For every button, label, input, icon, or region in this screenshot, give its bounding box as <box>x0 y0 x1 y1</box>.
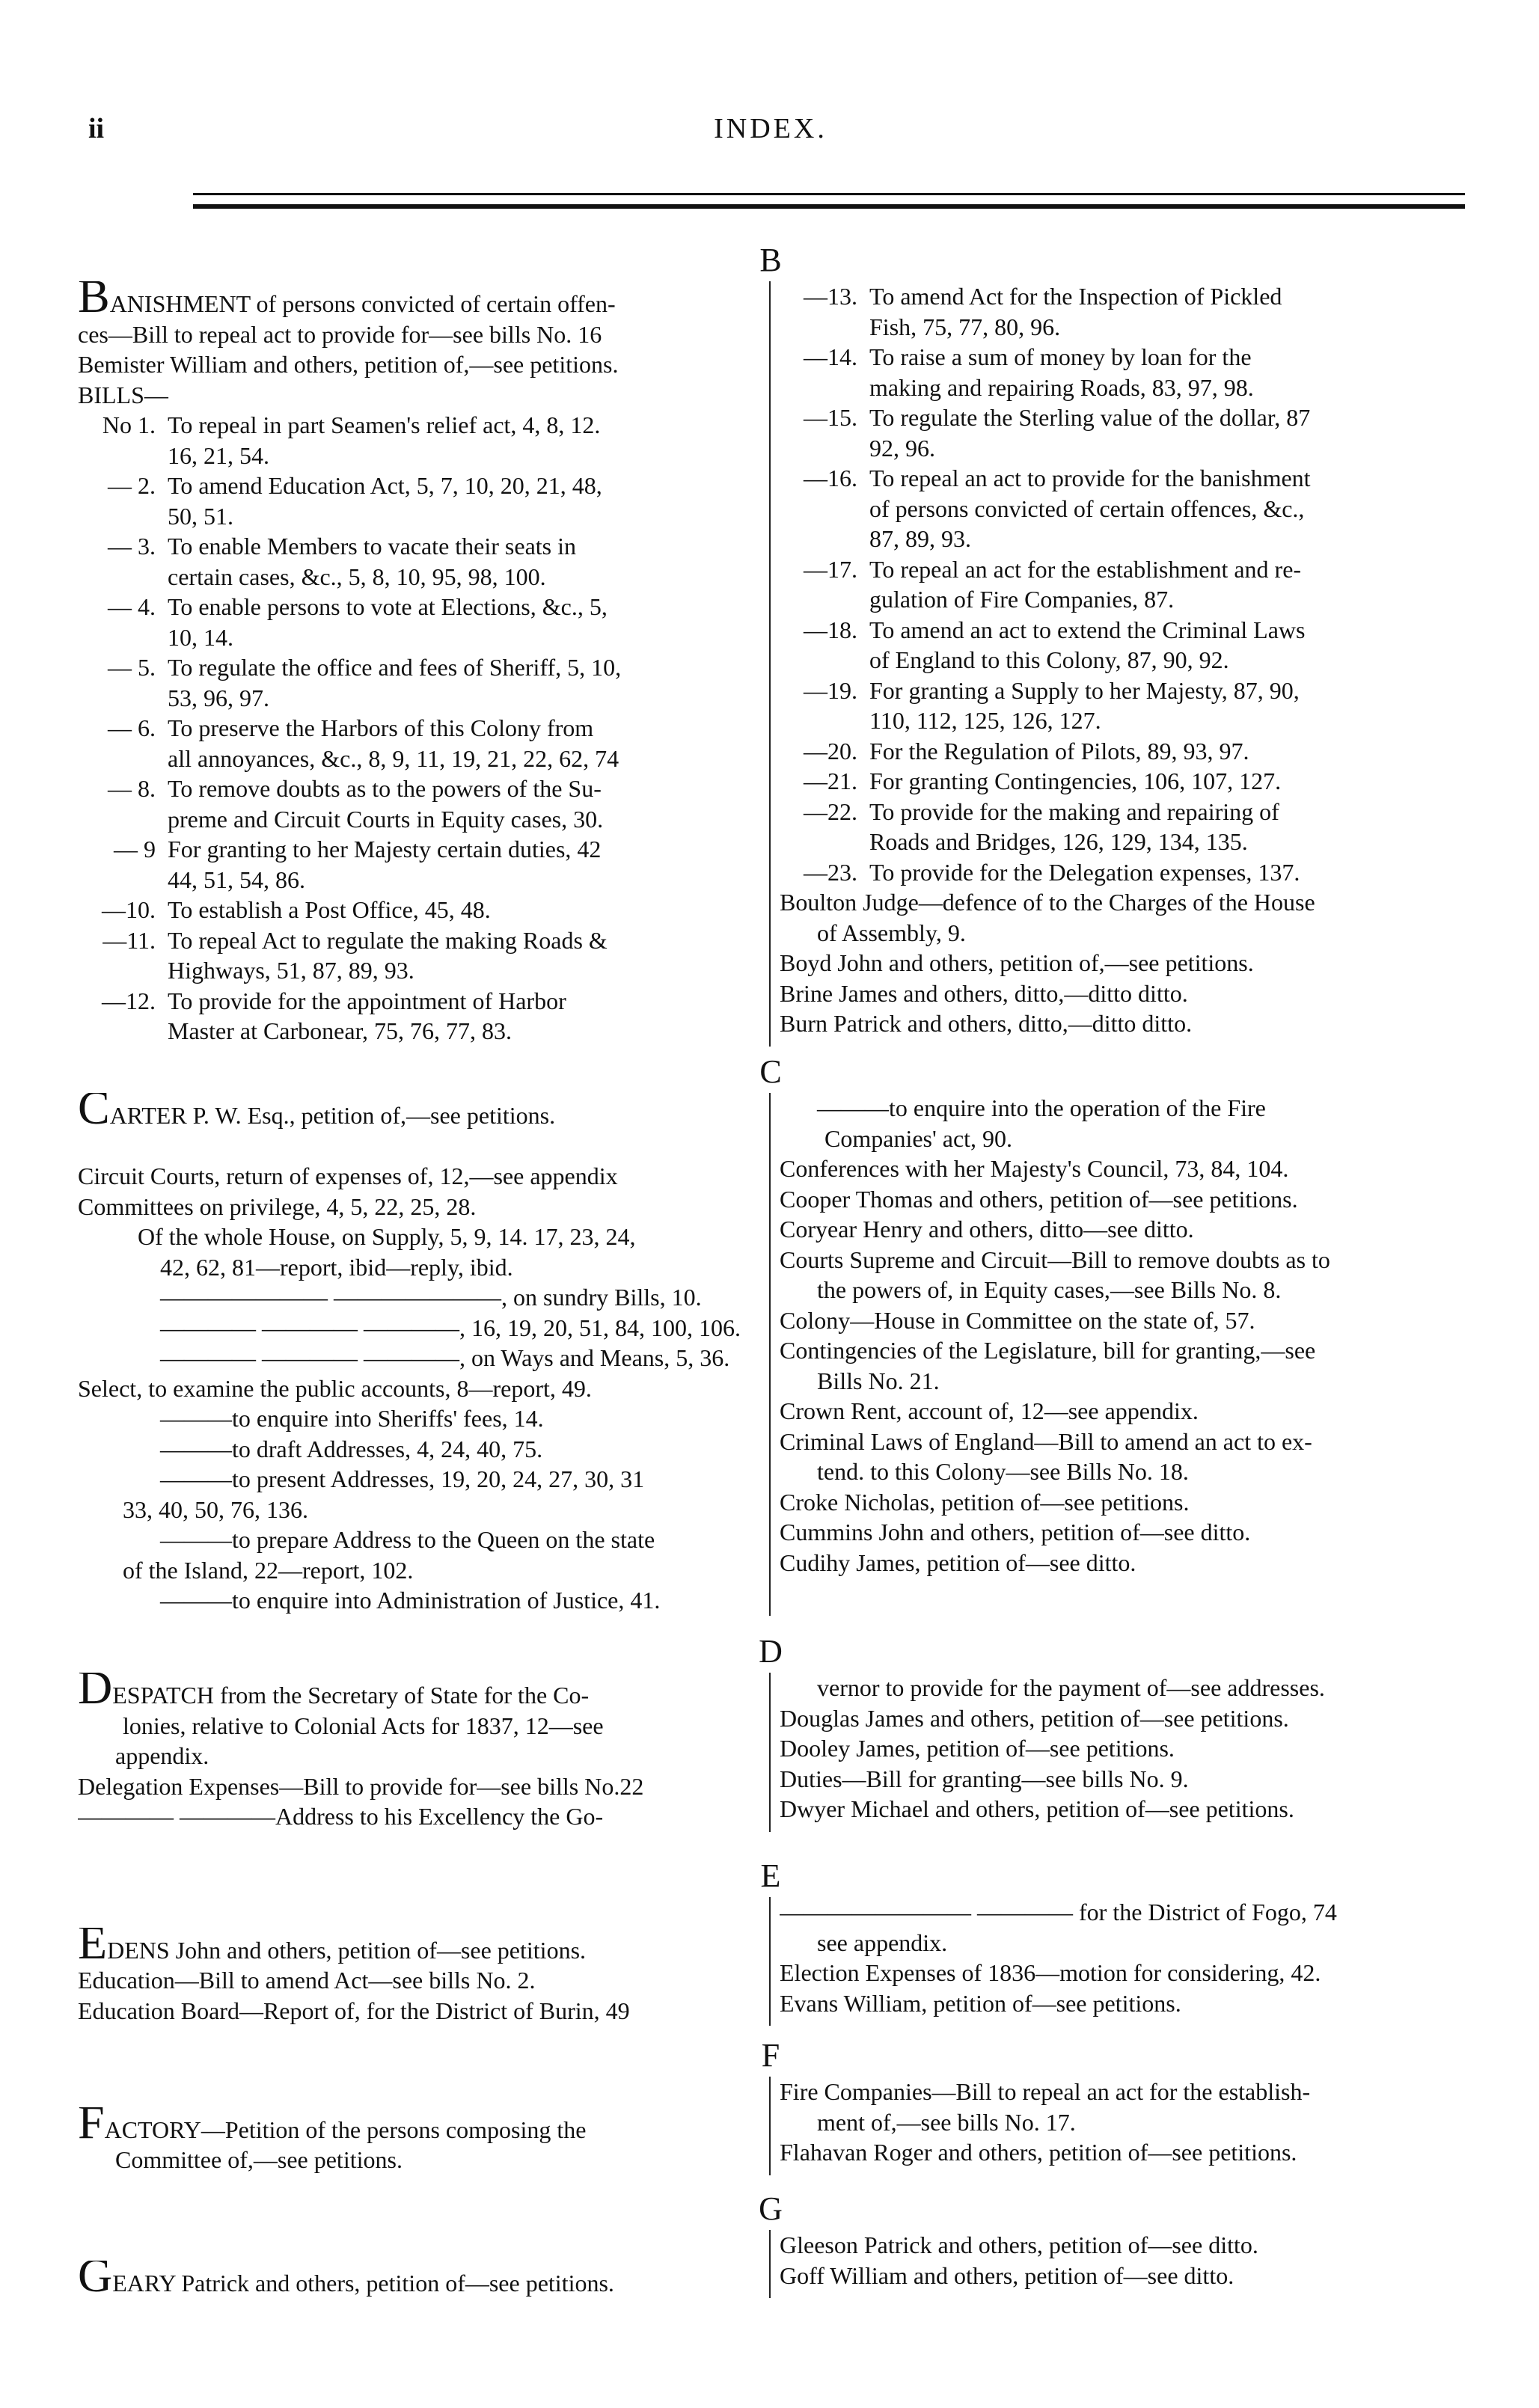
bill-number: —21. <box>804 768 857 794</box>
bill-entry <box>78 592 759 622</box>
section-columns <box>75 2077 1466 2175</box>
index-entry: of England to this Colony, 87, 90, 92. <box>869 646 1229 673</box>
section-columns <box>75 281 1466 1047</box>
index-entry: gulation of Fire Companies, 87. <box>869 586 1175 613</box>
bill-title: To enable persons to vote at Elections, &c., 5, <box>168 593 608 620</box>
index-entry: Roads and Bridges, 126, 129, 134, 135. <box>869 828 1248 855</box>
bill-number: —16. <box>804 465 857 491</box>
index-entry: Select, to examine the public accounts, 8—report, 49. <box>78 1374 592 1402</box>
index-entry: Cudihy James, petition of—see ditto. <box>780 1548 1136 1576</box>
entry-text: DENS John and others, petition of—see petitions. <box>107 1936 587 1964</box>
index-entry: Crown Rent, account of, 12—see appendix. <box>780 1397 1199 1424</box>
index-entry: Douglas James and others, petition of—see petitions. <box>780 1704 1289 1732</box>
index-entry: Duties—Bill for granting—see bills No. 9. <box>780 1765 1189 1792</box>
index-entry: of Assembly, 9. <box>817 919 966 946</box>
spacer-line <box>78 2077 759 2107</box>
index-entry: see appendix. <box>817 1928 948 1956</box>
section-letter: G <box>759 2190 783 2227</box>
section-letter: D <box>759 1633 783 1670</box>
bill-title: To amend an act to extend the Criminal Laws <box>869 616 1306 643</box>
index-entry: Colony—House in Committee on the state of, 57. <box>780 1306 1255 1334</box>
bill-entry <box>78 895 759 925</box>
bill-title: To remove doubts as to the powers of the Su- <box>168 775 602 802</box>
bill-number: — 4. <box>108 593 156 620</box>
index-entry: Contingencies of the Legislature, bill for granting,—see <box>780 1337 1316 1364</box>
bill-entry <box>78 471 759 501</box>
bill-number: —15. <box>804 404 857 431</box>
index-entry: Courts Supreme and Circuit—Bill to remove doubts as to <box>780 1246 1330 1273</box>
index-entry: 33, 40, 50, 76, 136. <box>123 1495 308 1523</box>
index-entry: of the Island, 22—report, 102. <box>123 1556 414 1584</box>
index-entry: Fire Companies—Bill to repeal an act for the establish- <box>780 2078 1311 2105</box>
index-entry <box>78 2107 759 2145</box>
bill-title: To repeal an act to provide for the banishment <box>869 465 1311 491</box>
bill-entry <box>78 986 759 1017</box>
drop-cap: G <box>78 2260 113 2298</box>
index-entry: 50, 51. <box>168 502 233 530</box>
index-entry: ———— ———— ————, 16, 19, 20, 51, 84, 100, 106. <box>160 1314 741 1341</box>
bill-title: To enable Members to vacate their seats in <box>168 533 576 560</box>
index-entry: Boyd John and others, petition of,—see petitions. <box>780 949 1254 976</box>
bill-number: —23. <box>804 858 857 886</box>
entry-text: ACTORY—Petition of the persons composing the <box>104 2116 587 2143</box>
right-column <box>771 1673 1466 1832</box>
index-entry: ———to present Addresses, 19, 20, 24, 27, 30, 31 <box>160 1465 645 1492</box>
index-entry: Cummins John and others, petition of—see ditto. <box>780 1519 1251 1545</box>
bill-number: —22. <box>804 797 857 825</box>
bill-title: For granting to her Majesty certain duties, 42 <box>168 836 602 863</box>
bill-number: — 2. <box>108 472 156 499</box>
bill-entry <box>780 857 1466 888</box>
bill-entry <box>78 834 759 865</box>
index-entry: ———to enquire into Sheriffs' fees, 14. <box>160 1405 544 1432</box>
index-entry: Gleeson Patrick and others, petition of—see ditto. <box>780 2231 1258 2258</box>
index-entry: BILLS— <box>78 381 168 408</box>
section-b <box>75 239 1466 1047</box>
right-column <box>771 2077 1466 2175</box>
index-entry: ——————— ———————, on sundry Bills, 10. <box>160 1284 702 1311</box>
bill-entry <box>78 713 759 744</box>
index-entry: 53, 96, 97. <box>168 684 269 711</box>
bill-number: —12. <box>102 987 156 1014</box>
section-columns <box>75 1093 1466 1616</box>
index-entry: vernor to provide for the payment of—see addresses. <box>817 1674 1325 1701</box>
bill-entry <box>78 652 759 683</box>
bill-title: To raise a sum of money by loan for the <box>869 343 1252 370</box>
entry-text: ANISHMENT of persons convicted of certain offen- <box>109 290 616 317</box>
index-entry: 87, 89, 93. <box>869 525 971 552</box>
bill-entry <box>780 554 1466 585</box>
index-entry: Bills No. 21. <box>817 1367 940 1394</box>
right-column <box>771 1093 1466 1616</box>
right-column <box>771 1897 1466 2026</box>
bill-title: To provide for the appointment of Harbor <box>168 987 566 1014</box>
bill-entry <box>780 281 1466 312</box>
bill-entry <box>780 675 1466 706</box>
index-entry: certain cases, &c., 5, 8, 10, 95, 98, 100. <box>168 563 546 590</box>
index-entry: Committees on privilege, 4, 5, 22, 25, 28. <box>78 1192 477 1220</box>
spacer-line <box>78 1897 759 1928</box>
index-entry: ces—Bill to repeal act to provide for—see bills No. 16 <box>78 320 602 348</box>
bill-entry <box>780 736 1466 767</box>
index-entry: Highways, 51, 87, 89, 93. <box>168 957 414 984</box>
index-entry: Education Board—Report of, for the District of Burin, 49 <box>78 1997 630 2024</box>
bill-title: To provide for the making and repairing of <box>869 797 1279 825</box>
index-entry: Conferences with her Majesty's Council, 73, 84, 104. <box>780 1155 1289 1182</box>
bill-title: For granting Contingencies, 106, 107, 127. <box>869 768 1282 794</box>
index-entry <box>78 281 759 319</box>
section-letter: C <box>759 1053 782 1090</box>
index-entry: ———to prepare Address to the Queen on the state <box>160 1526 655 1553</box>
index-entry: Boulton Judge—defence of to the Charges of the House <box>780 889 1315 916</box>
left-column <box>75 281 771 1047</box>
index-entry: ———————— ———— for the District of Fogo, 74 <box>780 1899 1337 1926</box>
index-entry: ———to enquire into the operation of the Fire <box>817 1094 1266 1121</box>
index-entry: ment of,—see bills No. 17. <box>817 2108 1076 2136</box>
bill-number: No 1. <box>102 411 156 438</box>
index-entry: Cooper Thomas and others, petition of—see petitions. <box>780 1185 1298 1213</box>
drop-cap: B <box>78 281 110 319</box>
section-columns <box>75 1673 1466 1832</box>
bill-entry <box>78 925 759 956</box>
index-entry: 16, 21, 54. <box>168 441 269 469</box>
bill-entry <box>78 531 759 562</box>
bill-number: —20. <box>804 737 857 765</box>
bill-number: —14. <box>804 343 857 370</box>
bill-entry <box>780 797 1466 827</box>
index-entry <box>78 1928 759 1966</box>
index-entry: Circuit Courts, return of expenses of, 12,—see appendix <box>78 1162 618 1189</box>
bill-entry <box>780 766 1466 797</box>
index-entry: of persons convicted of certain offences, &c., <box>869 494 1305 522</box>
page-header <box>75 112 1466 157</box>
right-column <box>771 281 1466 1047</box>
left-column <box>75 1673 771 1832</box>
index-entry: appendix. <box>115 1742 209 1769</box>
bill-title: To repeal an act for the establishment and re- <box>869 555 1302 583</box>
section-letter: F <box>761 2037 780 2074</box>
bill-number: —17. <box>804 555 857 583</box>
bill-title: To repeal in part Seamen's relief act, 4, 8, 12. <box>168 411 601 438</box>
spacer-line <box>78 1131 759 1162</box>
bill-number: —19. <box>804 676 857 704</box>
section-letter: B <box>759 242 782 278</box>
drop-cap: D <box>78 1673 113 1711</box>
bill-title: To provide for the Delegation expenses, 137. <box>869 858 1300 886</box>
index-entry: all annoyances, &c., 8, 9, 11, 19, 21, 22, 62, 74 <box>168 744 619 772</box>
bill-number: —10. <box>102 896 156 923</box>
section-columns <box>75 2230 1466 2298</box>
index-entry: Companies' act, 90. <box>824 1124 1013 1152</box>
header-rule <box>193 193 1465 209</box>
index-entry: Flahavan Roger and others, petition of—see petitions. <box>780 2139 1297 2166</box>
bill-entry <box>780 463 1466 494</box>
section-letter: E <box>760 1857 781 1894</box>
bill-number: —18. <box>804 616 857 643</box>
entry-text: ARTER P. W. Esq., petition of,—see petitions. <box>109 1102 556 1129</box>
bill-entry <box>780 615 1466 646</box>
index-entry: 44, 51, 54, 86. <box>168 866 305 893</box>
index-entry: lonies, relative to Colonial Acts for 1837, 12—see <box>123 1712 604 1739</box>
drop-cap: F <box>78 2107 105 2145</box>
index-entry: Of the whole House, on Supply, 5, 9, 14. 17, 23, 24, <box>138 1223 636 1250</box>
index-entry: Election Expenses of 1836—motion for considering, 42. <box>780 1959 1321 1986</box>
bill-number: — 6. <box>108 714 156 741</box>
bill-title: To establish a Post Office, 45, 48. <box>168 896 491 923</box>
left-column <box>75 1093 771 1616</box>
section-g <box>75 2188 1466 2298</box>
index-entry: Goff William and others, petition of—see ditto. <box>780 2261 1234 2289</box>
index-entry: 92, 96. <box>869 434 935 462</box>
index-entry: 10, 14. <box>168 623 233 651</box>
index-entry <box>78 1673 759 1711</box>
section-columns <box>75 1897 1466 2026</box>
index-entry: Bemister William and others, petition of,—see petitions. <box>78 351 619 378</box>
bill-number: — 3. <box>108 533 156 560</box>
bill-title: To amend Act for the Inspection of Pickled <box>869 283 1282 310</box>
bill-title: To regulate the Sterling value of the dollar, 87 <box>869 404 1311 431</box>
right-column <box>771 2230 1466 2298</box>
index-entry: ———— ———— ————, on Ways and Means, 5, 36. <box>160 1344 730 1371</box>
section-c <box>75 1051 1466 1616</box>
index-entry: Burn Patrick and others, ditto,—ditto ditto. <box>780 1010 1193 1037</box>
index-entry: the powers of, in Equity cases,—see Bills No. 8. <box>817 1276 1282 1303</box>
index-entry: Evans William, petition of—see petitions. <box>780 1989 1181 2017</box>
page-number: ii <box>88 113 105 144</box>
entry-text: EARY Patrick and others, petition of—see petitions. <box>112 2269 614 2297</box>
entry-text: ESPATCH from the Secretary of State for the Co- <box>112 1682 590 1709</box>
index-entry: Education—Bill to amend Act—see bills No. 2. <box>78 1967 536 1994</box>
bill-number: — 9 <box>114 836 156 863</box>
bill-title: To regulate the office and fees of Sheriff, 5, 10, <box>168 654 622 681</box>
index-entry: Criminal Laws of England—Bill to amend an act to ex- <box>780 1427 1312 1455</box>
bill-title: To amend Education Act, 5, 7, 10, 20, 21, 48, <box>168 472 602 499</box>
index-entry: Croke Nicholas, petition of—see petitions. <box>780 1488 1190 1516</box>
left-column <box>75 2077 771 2175</box>
index-entry <box>78 2261 759 2299</box>
bill-title: To repeal Act to regulate the making Roads & <box>168 926 608 954</box>
index-entry: tend. to this Colony—see Bills No. 18. <box>817 1458 1189 1485</box>
index-entry: Dwyer Michael and others, petition of—see petitions. <box>780 1795 1294 1822</box>
drop-cap: E <box>78 1927 108 1965</box>
section-d <box>75 1631 1466 1832</box>
index-entry: ———— ————Address to his Excellency the Go- <box>78 1803 604 1830</box>
bill-number: — 5. <box>108 654 156 681</box>
bill-entry <box>78 773 759 804</box>
page-title: INDEX. <box>714 113 827 144</box>
index-entry: 42, 62, 81—report, ibid—reply, ibid. <box>160 1253 513 1281</box>
index-entry: ———to enquire into Administration of Justice, 41. <box>160 1587 661 1614</box>
bill-number: — 8. <box>108 775 156 802</box>
index-entry: Brine James and others, ditto,—ditto ditto. <box>780 979 1188 1007</box>
index-entry: Committee of,—see petitions. <box>115 2146 403 2173</box>
index-entry: Coryear Henry and others, ditto—see ditto. <box>780 1216 1194 1243</box>
index-entry <box>78 1093 759 1131</box>
index-entry: Fish, 75, 77, 80, 96. <box>869 313 1061 340</box>
bill-entry <box>780 402 1466 433</box>
bill-entry <box>780 342 1466 373</box>
index-entry: 110, 112, 125, 126, 127. <box>869 707 1101 734</box>
bill-number: —11. <box>103 926 156 954</box>
index-entry: Delegation Expenses—Bill to provide for—see bills No.22 <box>78 1772 644 1800</box>
section-f <box>75 2035 1466 2175</box>
index-entry: Dooley James, petition of—see petitions. <box>780 1735 1175 1762</box>
index-entry: Master at Carbonear, 75, 76, 77, 83. <box>168 1017 512 1044</box>
bill-title: For the Regulation of Pilots, 89, 93, 97. <box>869 737 1249 765</box>
index-entry: ———to draft Addresses, 4, 24, 40, 75. <box>160 1435 543 1462</box>
bill-entry <box>78 410 759 441</box>
left-column <box>75 1897 771 2026</box>
index-entry: making and repairing Roads, 83, 97, 98. <box>869 373 1254 401</box>
spacer-line <box>78 2230 759 2261</box>
drop-cap: C <box>78 1093 110 1131</box>
bill-title: To preserve the Harbors of this Colony from <box>168 714 594 741</box>
left-column <box>75 2230 771 2298</box>
bill-number: —13. <box>804 283 857 310</box>
bill-title: For granting a Supply to her Majesty, 87, 90, <box>869 676 1300 704</box>
section-e <box>75 1855 1466 2026</box>
index-entry: preme and Circuit Courts in Equity cases, 30. <box>168 805 604 833</box>
